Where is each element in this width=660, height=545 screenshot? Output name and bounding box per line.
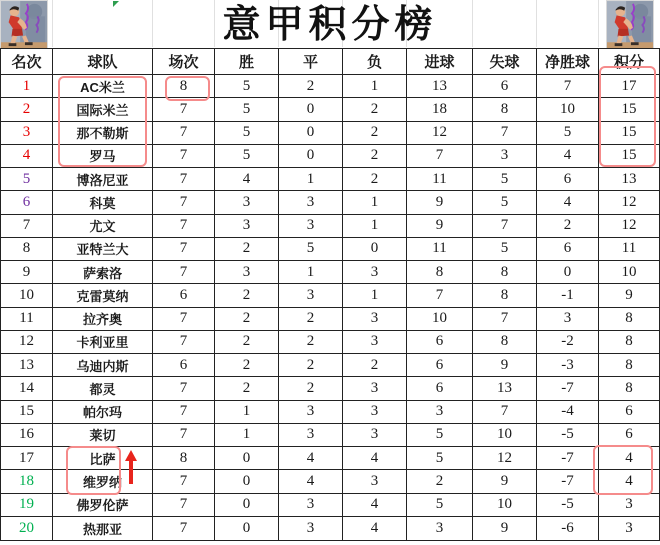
cell-win: 2 (215, 377, 279, 400)
cell-loss: 4 (343, 447, 407, 470)
cell-gf: 12 (407, 122, 473, 145)
cell-played: 7 (153, 308, 215, 331)
cell-pts: 6 (599, 401, 659, 424)
cell-rank: 17 (1, 447, 53, 470)
cell-ga: 7 (473, 122, 537, 145)
cell-ga: 7 (473, 308, 537, 331)
player-illustration-left-icon (0, 0, 48, 50)
cell-pts: 17 (599, 75, 659, 98)
cell-loss: 3 (343, 470, 407, 493)
cell-draw: 2 (279, 354, 343, 377)
cell-gf: 5 (407, 424, 473, 447)
cell-gf: 2 (407, 470, 473, 493)
cell-pts: 4 (599, 447, 659, 470)
cell-ga: 3 (473, 145, 537, 168)
cell-ga: 8 (473, 261, 537, 284)
cell-win: 5 (215, 145, 279, 168)
cell-gd: 5 (537, 122, 599, 145)
cell-team: 乌迪内斯 (53, 354, 153, 377)
cell-rank: 12 (1, 331, 53, 354)
cell-played: 7 (153, 331, 215, 354)
cell-gd: 4 (537, 145, 599, 168)
cell-pts: 8 (599, 354, 659, 377)
cell-draw: 0 (279, 122, 343, 145)
cell-rank: 8 (1, 238, 53, 261)
cell-team: 热那亚 (53, 517, 153, 540)
cell-ga: 9 (473, 517, 537, 540)
column-header-played: 场次 (153, 49, 215, 75)
cell-pts: 6 (599, 424, 659, 447)
cell-ga: 7 (473, 401, 537, 424)
cell-draw: 2 (279, 75, 343, 98)
cell-pts: 8 (599, 331, 659, 354)
cell-ga: 6 (473, 75, 537, 98)
cell-loss: 4 (343, 494, 407, 517)
cell-gd: 0 (537, 261, 599, 284)
cell-played: 7 (153, 401, 215, 424)
column-header-rank: 名次 (1, 49, 53, 75)
page-title: 意甲积分榜 (222, 4, 438, 46)
cell-rank: 16 (1, 424, 53, 447)
cell-loss: 3 (343, 377, 407, 400)
cell-win: 2 (215, 284, 279, 307)
cell-pts: 10 (599, 261, 659, 284)
cell-gd: 6 (537, 238, 599, 261)
cell-rank: 2 (1, 98, 53, 121)
cell-gf: 9 (407, 215, 473, 238)
cell-gf: 5 (407, 447, 473, 470)
column-header-ga: 失球 (473, 49, 537, 75)
cell-team: 克雷莫纳 (53, 284, 153, 307)
cell-gd: 7 (537, 75, 599, 98)
cell-ga: 12 (473, 447, 537, 470)
cell-loss: 3 (343, 424, 407, 447)
cell-gd: -2 (537, 331, 599, 354)
cell-gf: 7 (407, 284, 473, 307)
cell-loss: 2 (343, 145, 407, 168)
cell-team: 比萨 (53, 447, 153, 470)
cell-ga: 10 (473, 494, 537, 517)
cell-ga: 8 (473, 284, 537, 307)
cell-gf: 11 (407, 168, 473, 191)
cell-rank: 14 (1, 377, 53, 400)
cell-loss: 1 (343, 191, 407, 214)
cell-draw: 2 (279, 377, 343, 400)
cell-win: 3 (215, 215, 279, 238)
cell-team: 尤文 (53, 215, 153, 238)
cell-team: 科莫 (53, 191, 153, 214)
cell-ga: 5 (473, 168, 537, 191)
cell-gf: 6 (407, 331, 473, 354)
cell-rank: 7 (1, 215, 53, 238)
cell-loss: 3 (343, 261, 407, 284)
cell-pts: 12 (599, 191, 659, 214)
column-header-loss: 负 (343, 49, 407, 75)
cell-played: 8 (153, 75, 215, 98)
cell-played: 7 (153, 98, 215, 121)
cell-gd: -7 (537, 470, 599, 493)
cell-played: 7 (153, 215, 215, 238)
cell-draw: 0 (279, 145, 343, 168)
cell-team: 博洛尼亚 (53, 168, 153, 191)
cell-ga: 5 (473, 238, 537, 261)
cell-played: 7 (153, 377, 215, 400)
cell-loss: 2 (343, 122, 407, 145)
cell-win: 5 (215, 75, 279, 98)
cell-draw: 3 (279, 215, 343, 238)
cell-gf: 8 (407, 261, 473, 284)
cell-pts: 11 (599, 238, 659, 261)
cell-win: 1 (215, 401, 279, 424)
cell-draw: 2 (279, 331, 343, 354)
cell-pts: 8 (599, 377, 659, 400)
cell-team: 罗马 (53, 145, 153, 168)
cell-draw: 3 (279, 517, 343, 540)
cell-ga: 8 (473, 331, 537, 354)
cell-loss: 2 (343, 168, 407, 191)
cell-played: 7 (153, 261, 215, 284)
cell-loss: 1 (343, 215, 407, 238)
cell-team: 莱切 (53, 424, 153, 447)
cell-gf: 18 (407, 98, 473, 121)
cell-team: 都灵 (53, 377, 153, 400)
cell-draw: 1 (279, 168, 343, 191)
cell-team: 维罗纳 (53, 470, 153, 493)
cell-gd: 3 (537, 308, 599, 331)
cell-rank: 4 (1, 145, 53, 168)
cell-draw: 4 (279, 470, 343, 493)
cell-rank: 6 (1, 191, 53, 214)
cell-win: 5 (215, 98, 279, 121)
cell-rank: 5 (1, 168, 53, 191)
cell-gf: 6 (407, 354, 473, 377)
cell-rank: 13 (1, 354, 53, 377)
cell-played: 6 (153, 284, 215, 307)
cell-played: 6 (153, 354, 215, 377)
cell-draw: 1 (279, 261, 343, 284)
cell-gd: 10 (537, 98, 599, 121)
cell-draw: 5 (279, 238, 343, 261)
cell-team: 亚特兰大 (53, 238, 153, 261)
cell-win: 0 (215, 494, 279, 517)
cell-ga: 9 (473, 470, 537, 493)
column-header-team: 球队 (53, 49, 153, 75)
cell-loss: 2 (343, 354, 407, 377)
cell-win: 2 (215, 238, 279, 261)
cell-ga: 9 (473, 354, 537, 377)
cell-loss: 0 (343, 238, 407, 261)
standings-table (0, 48, 660, 541)
column-header-win: 胜 (215, 49, 279, 75)
cell-rank: 20 (1, 517, 53, 540)
cell-win: 1 (215, 424, 279, 447)
cell-rank: 10 (1, 284, 53, 307)
cell-pts: 3 (599, 494, 659, 517)
cell-gf: 6 (407, 377, 473, 400)
cell-pts: 15 (599, 98, 659, 121)
cell-loss: 2 (343, 98, 407, 121)
cell-draw: 3 (279, 284, 343, 307)
cell-gd: -7 (537, 377, 599, 400)
cell-gd: -1 (537, 284, 599, 307)
cell-team: 萨索洛 (53, 261, 153, 284)
cell-played: 7 (153, 424, 215, 447)
cell-pts: 4 (599, 470, 659, 493)
cell-gf: 3 (407, 401, 473, 424)
cell-loss: 1 (343, 75, 407, 98)
cell-pts: 9 (599, 284, 659, 307)
player-illustration-right-icon (606, 0, 654, 50)
cell-win: 3 (215, 191, 279, 214)
cell-team: 卡利亚里 (53, 331, 153, 354)
cell-rank: 9 (1, 261, 53, 284)
cell-ga: 13 (473, 377, 537, 400)
cell-rank: 11 (1, 308, 53, 331)
cell-played: 7 (153, 191, 215, 214)
column-header-draw: 平 (279, 49, 343, 75)
cell-gd: -7 (537, 447, 599, 470)
cell-gf: 11 (407, 238, 473, 261)
cell-gd: -4 (537, 401, 599, 424)
cell-draw: 2 (279, 308, 343, 331)
cell-played: 7 (153, 517, 215, 540)
cell-rank: 3 (1, 122, 53, 145)
cell-gf: 10 (407, 308, 473, 331)
cell-win: 3 (215, 261, 279, 284)
cell-team: 帕尔玛 (53, 401, 153, 424)
title-bar (0, 0, 660, 48)
cell-gd: -3 (537, 354, 599, 377)
cell-gd: -6 (537, 517, 599, 540)
cell-rank: 1 (1, 75, 53, 98)
cell-gd: -5 (537, 424, 599, 447)
cell-win: 5 (215, 122, 279, 145)
cell-played: 7 (153, 122, 215, 145)
cell-win: 4 (215, 168, 279, 191)
column-header-gf: 进球 (407, 49, 473, 75)
cell-gf: 3 (407, 517, 473, 540)
cell-gf: 7 (407, 145, 473, 168)
cell-loss: 3 (343, 308, 407, 331)
cell-win: 2 (215, 308, 279, 331)
cell-win: 0 (215, 470, 279, 493)
cell-team: 拉齐奥 (53, 308, 153, 331)
cell-gd: 2 (537, 215, 599, 238)
cell-rank: 15 (1, 401, 53, 424)
cell-win: 2 (215, 331, 279, 354)
cell-draw: 3 (279, 401, 343, 424)
cell-team: 那不勒斯 (53, 122, 153, 145)
cell-played: 7 (153, 470, 215, 493)
cell-played: 7 (153, 494, 215, 517)
cell-loss: 3 (343, 331, 407, 354)
cell-team: 国际米兰 (53, 98, 153, 121)
cell-win: 2 (215, 354, 279, 377)
cell-win: 0 (215, 517, 279, 540)
cell-gf: 9 (407, 191, 473, 214)
cell-loss: 3 (343, 401, 407, 424)
cell-pts: 12 (599, 215, 659, 238)
cell-gf: 13 (407, 75, 473, 98)
cell-draw: 3 (279, 494, 343, 517)
cell-draw: 0 (279, 98, 343, 121)
cell-loss: 4 (343, 517, 407, 540)
cell-draw: 3 (279, 424, 343, 447)
cell-played: 7 (153, 145, 215, 168)
cell-gd: 4 (537, 191, 599, 214)
cell-team: 佛罗伦萨 (53, 494, 153, 517)
cell-played: 7 (153, 168, 215, 191)
cell-gd: 6 (537, 168, 599, 191)
cell-team: AC米兰 (53, 75, 153, 98)
cell-pts: 8 (599, 308, 659, 331)
cell-loss: 1 (343, 284, 407, 307)
cell-draw: 3 (279, 191, 343, 214)
cell-pts: 3 (625, 519, 633, 536)
cell-draw: 4 (279, 447, 343, 470)
column-header-gd: 净胜球 (537, 49, 599, 75)
cell-gd: -5 (537, 494, 599, 517)
cell-win: 0 (215, 447, 279, 470)
column-header-pts: 积分 (599, 49, 659, 75)
cell-ga: 8 (473, 98, 537, 121)
cell-played: 8 (153, 447, 215, 470)
cell-pts: 13 (599, 168, 659, 191)
cell-pts: 15 (599, 122, 659, 145)
cell-rank: 19 (1, 494, 53, 517)
cell-gf: 5 (407, 494, 473, 517)
cell-rank: 18 (1, 470, 53, 493)
cell-ga: 7 (473, 215, 537, 238)
cell-ga: 10 (473, 424, 537, 447)
cell-ga: 5 (473, 191, 537, 214)
cell-pts: 15 (599, 145, 659, 168)
cell-played: 7 (153, 238, 215, 261)
